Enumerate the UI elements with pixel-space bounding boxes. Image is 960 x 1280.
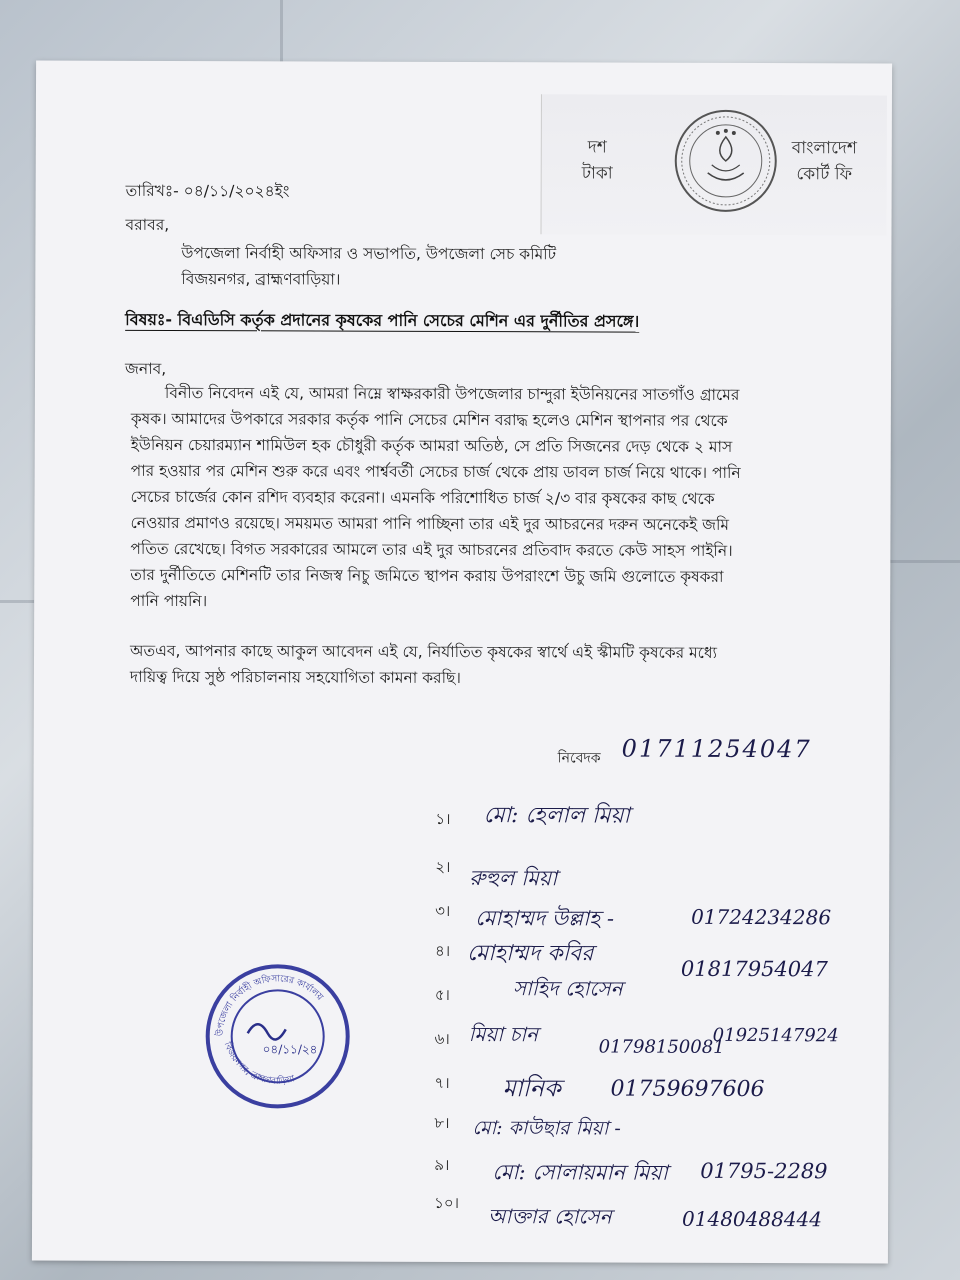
signature-name: রুহুল মিয়া xyxy=(469,866,558,891)
floor-tile-line xyxy=(0,600,34,603)
bangladesh-emblem-icon xyxy=(672,107,780,215)
signature-phone: 01798150081 xyxy=(598,1036,725,1058)
stamp-country xyxy=(792,135,857,187)
signature-number: ৫। xyxy=(434,985,450,1004)
signature-phone: 01480488444 xyxy=(682,1206,823,1232)
applicant-phone: 01711254047 xyxy=(621,734,812,764)
body-line: পার হওয়ার পর মেশিন শুরু করে এবং পার্শ্ববর্তী সেচের চার্জ থেকে প্রায় ডাবল চার্জ নিয়ে থাকে। পানি xyxy=(130,461,741,482)
signature-number: ২। xyxy=(435,857,451,876)
body-line: পতিত রেখেছে। বিগত সরকারের আমলে তার এই দুর আচরনের প্রতিবাদ করতে কেউ সাহস পাইনি। xyxy=(130,539,733,560)
body-line: সেচের চার্জের কোন রশিদ ব্যবহার করেনা। এমনকি পরিশোধিত চার্জ ২/৩ বার কৃষকের কাছ থেকে xyxy=(130,487,715,508)
floor-tile-line xyxy=(280,0,283,62)
seal-text-bottom: বিজয়নগর, ব্রাহ্মণবাড়িয়া xyxy=(221,1040,296,1087)
signature-name: মো: সোলায়মান মিয়া xyxy=(492,1160,668,1185)
signature-name: মোহাম্মদ কবির xyxy=(466,941,594,967)
salutation: জনাব, xyxy=(124,359,167,378)
signature-name: মোহাম্মদ উল্লাহ - xyxy=(475,906,615,931)
seal-text-top: উপজেলা নির্বাহী অফিসারের কার্যালয় xyxy=(215,974,325,1037)
signature-phone: 01795-2289 xyxy=(700,1158,828,1184)
applicant-label: নিবেদক xyxy=(557,750,601,767)
signature-number: ১। xyxy=(435,809,451,828)
signature-number: ৩। xyxy=(435,901,451,920)
stamp-country-line2: কোর্ট ফি xyxy=(796,164,853,185)
letter-subject: বিষয়ঃ- বিএডিসি কর্তৃক প্রদানের কৃষকের পানি সেচের মেশিন এর দুর্নীতির প্রসঙ্গে। xyxy=(125,309,640,331)
signature-name: মানিক xyxy=(502,1074,561,1103)
signature-phone: 01759697606 xyxy=(610,1076,765,1103)
signature-phone: 01724234286 xyxy=(691,904,832,930)
letter-paper xyxy=(32,61,892,1264)
signature-name: মো: কাউছার মিয়া - xyxy=(472,1117,621,1140)
recipient-line2: বিজয়নগর, ব্রাহ্মণবাড়িয়া। xyxy=(181,270,341,289)
extra-phone: 01925147924 xyxy=(712,1024,839,1047)
body-line: নেওয়ার প্রমাণও রয়েছে। সময়মত আমরা পানি পাচ্ছিনা তার এই দুর আচরনের দরুন অনেকেই জমি xyxy=(130,513,730,534)
stamp-value-line2: টাকা xyxy=(581,163,613,184)
closing-line: দায়িত্ব দিয়ে সুষ্ঠ পরিচালনায় সহযোগিতা কামনা করছি। xyxy=(129,667,462,687)
body-line: পানি পায়নি। xyxy=(130,591,208,611)
floor-tile-line xyxy=(890,560,960,563)
stamp-country-line1: বাংলাদেশ xyxy=(791,138,857,159)
signature-number: ৪। xyxy=(434,941,451,960)
stamp-value-line1: দশ xyxy=(587,137,607,158)
signature-number: ৯। xyxy=(434,1155,450,1174)
stamp-value xyxy=(582,134,613,186)
body-line: তার দুর্নীতিতে মেশিনটি তার নিজস্ব নিচু জমিতে স্থাপন করায় উপরাংশে উচু জমি গুলোতে কৃষকরা xyxy=(130,565,724,586)
signature-number: ৭। xyxy=(434,1073,450,1092)
court-fee-stamp xyxy=(540,94,886,235)
body-line: ইউনিয়ন চেয়ারম্যান শামিউল হক চৌধুরী কর্তৃক আমরা অতিষ্ঠ, সে প্রতি সিজনের দেড় থেকে ২ মাস xyxy=(130,435,733,456)
body-line: বিনীত নিবেদন এই যে, আমরা নিম্নে স্বাক্ষরকারী উপজেলার চান্দুরা ইউনিয়নের সাতগাঁও গ্রামের xyxy=(164,383,740,404)
to-label: বরাবর, xyxy=(125,215,170,234)
signature-name: মো: হেলাল মিয়া xyxy=(483,803,630,829)
seal-date: ০৪/১১/২৪ xyxy=(262,1042,318,1057)
signature-phone: 01817954047 xyxy=(680,956,828,982)
signature-number: ৬। xyxy=(434,1029,450,1048)
signature-number: ৮। xyxy=(434,1113,450,1132)
office-seal-icon xyxy=(202,961,353,1112)
letter-date: তারিখঃ- ০৪/১১/২০২৪ইং xyxy=(125,181,290,201)
recipient-line1: উপজেলা নির্বাহী অফিসার ও সভাপতি, উপজেলা সেচ কমিটি xyxy=(181,244,557,264)
signature-name: আক্তার হোসেন xyxy=(488,1204,612,1229)
body-line: কৃষক। আমাদের উপকারে সরকার কর্তৃক পানি সেচের মেশিন বরাদ্ধ হলেও মেশিন স্থাপনার পর থেকে xyxy=(130,409,728,430)
signature-number: ১০। xyxy=(434,1193,460,1212)
signature-name: সাহিদ হোসেন xyxy=(512,976,623,1001)
closing-line: অতএব, আপনার কাছে আকুল আবেদন এই যে, নির্যাতিত কৃষকের স্বার্থে এই স্কীমটি কৃষকের মধ্যে xyxy=(130,641,718,662)
signature-name: মিয়া চান xyxy=(468,1022,539,1047)
